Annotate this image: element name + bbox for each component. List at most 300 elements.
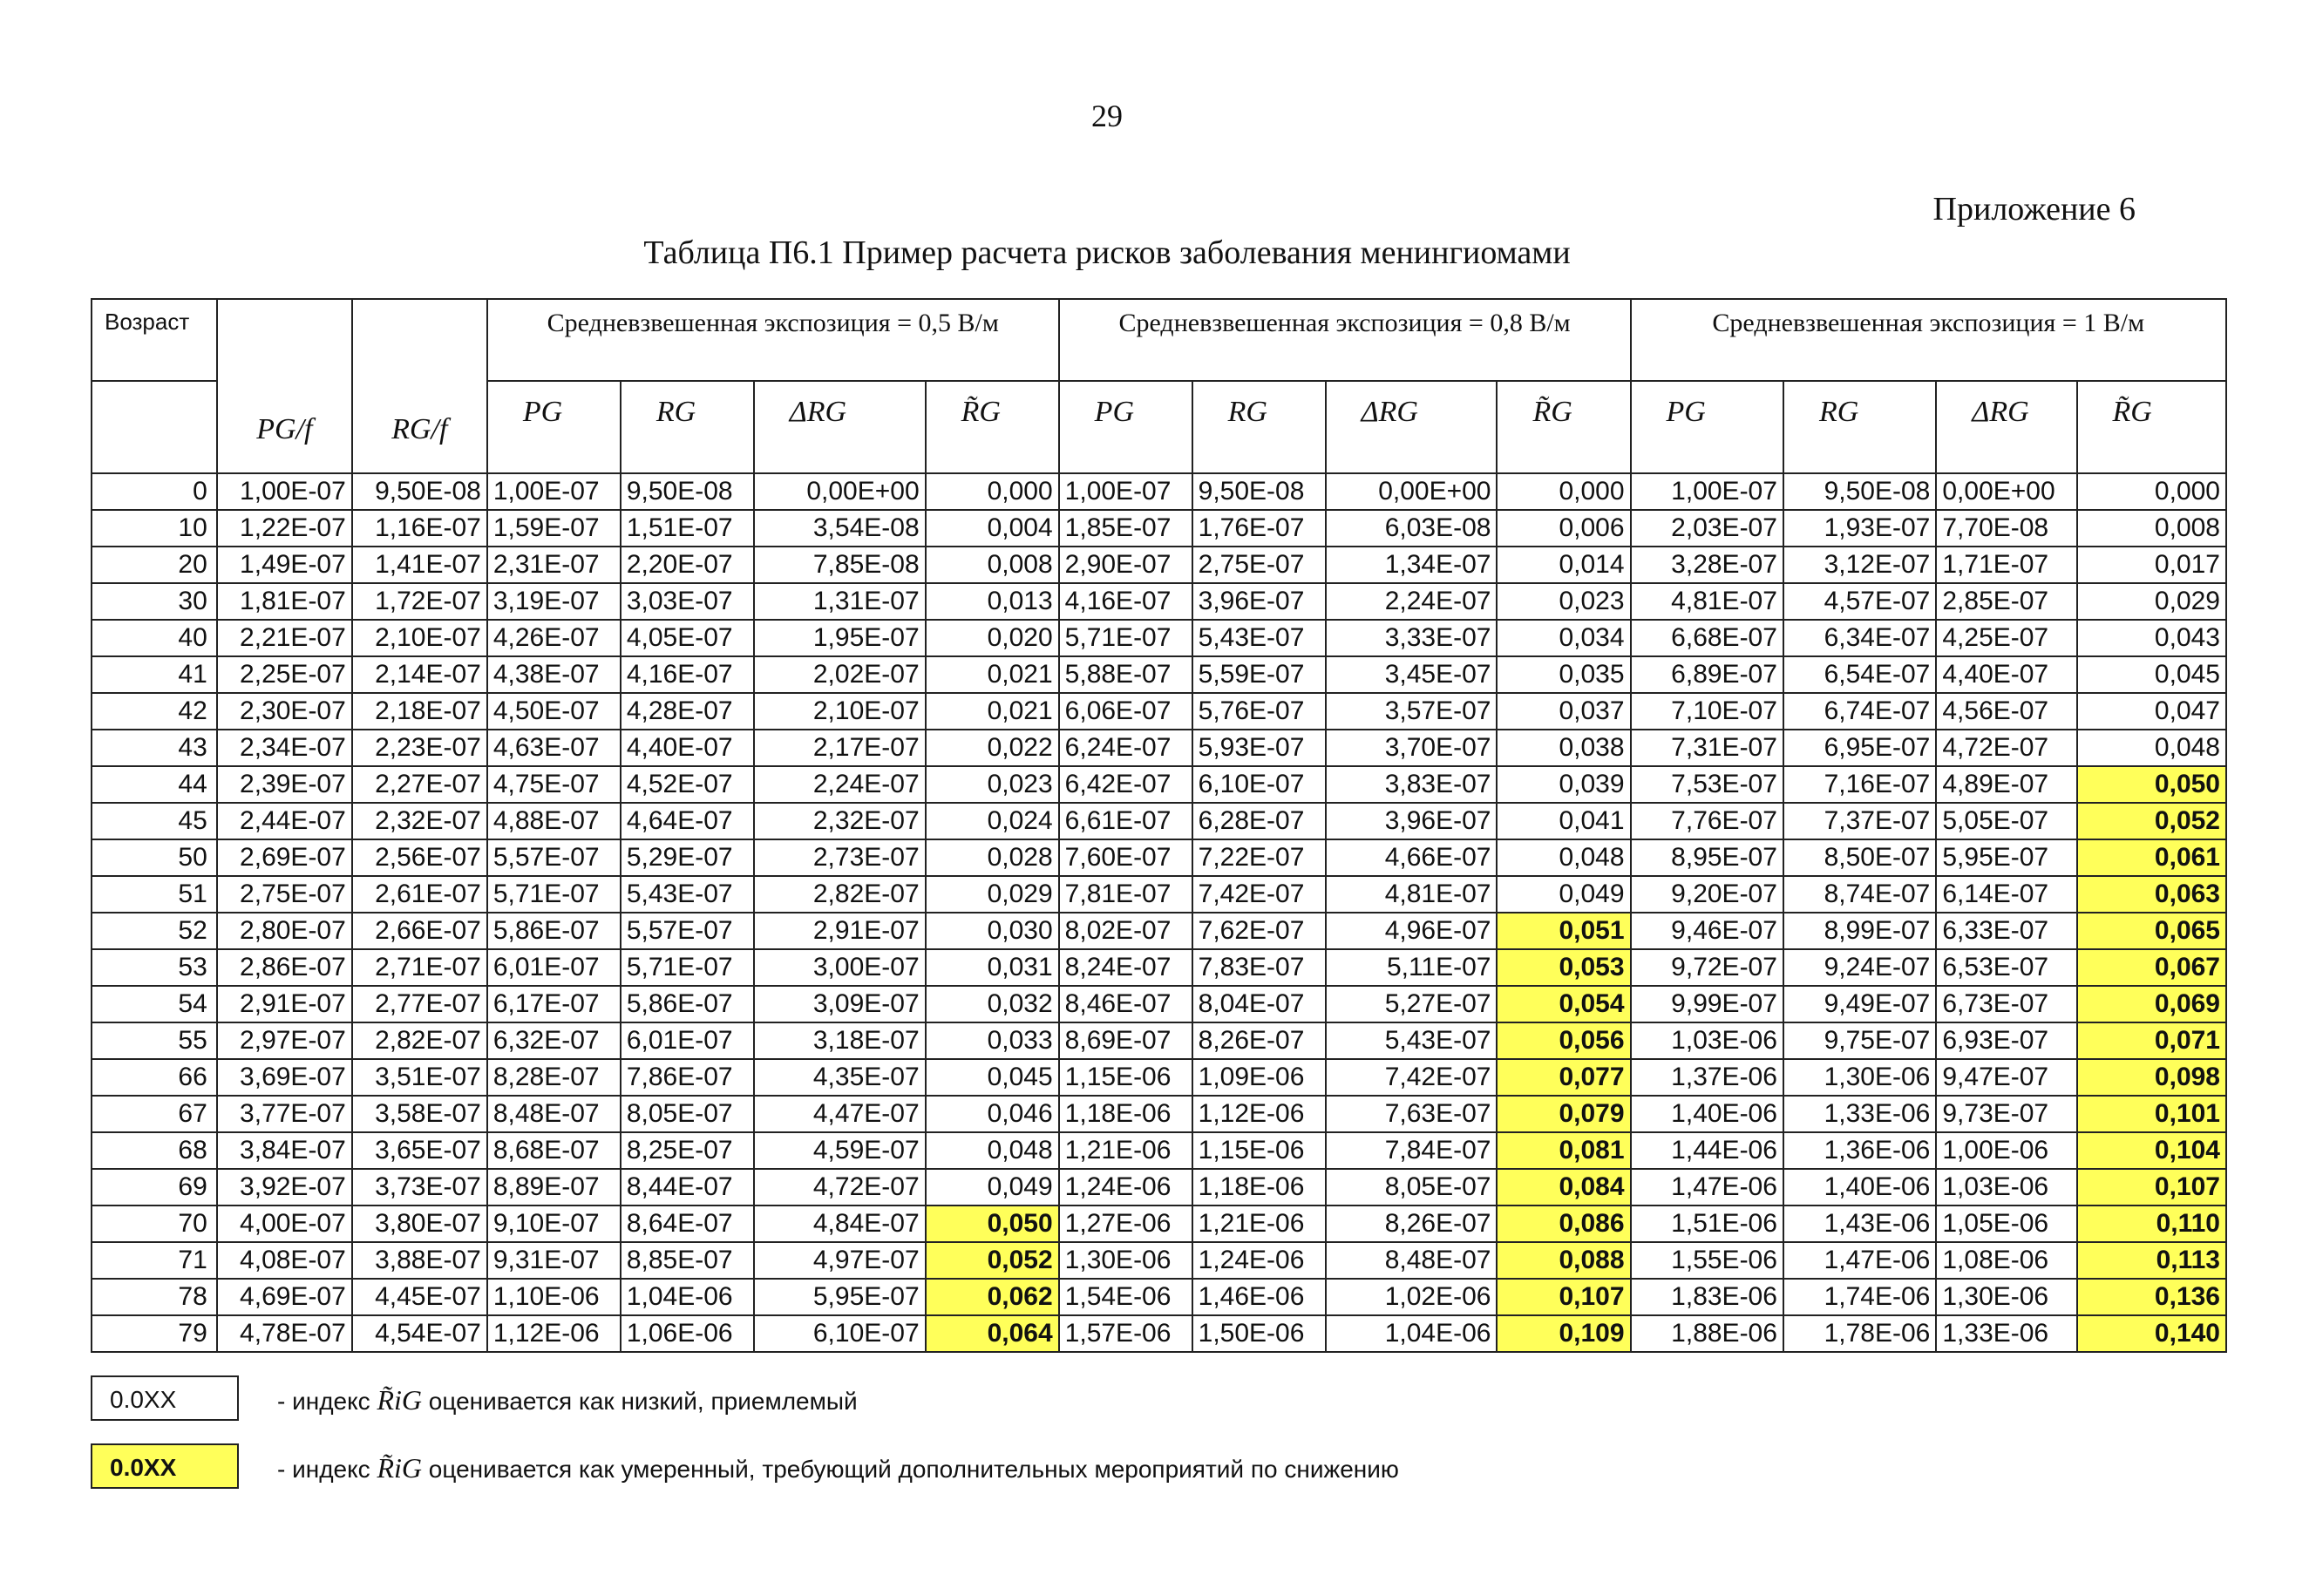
- table-row: [92, 1169, 2226, 1205]
- value-cell: 2,24E-07: [1326, 583, 1498, 620]
- value-cell: 5,43E-07: [1326, 1022, 1498, 1059]
- value-cell: 3,96E-07: [1326, 803, 1498, 839]
- risk-index-cell: 0,034: [1497, 620, 1630, 656]
- value-cell: 1,59E-07: [487, 510, 621, 547]
- value-cell: 3,51E-07: [352, 1059, 487, 1096]
- value-cell: 2,86E-07: [217, 949, 352, 986]
- value-cell: 4,38E-07: [487, 656, 621, 693]
- value-cell: 2,82E-07: [754, 876, 926, 913]
- legend-desc-moderate: оценивается как умеренный, требующий дополнительных мероприятий по снижению: [428, 1456, 1399, 1483]
- table-row: [92, 1279, 2226, 1315]
- value-cell: 4,84E-07: [754, 1205, 926, 1242]
- value-cell: 1,06E-06: [621, 1315, 754, 1352]
- risk-index-cell: 0,063: [2077, 876, 2227, 913]
- risk-index-cell: 0,008: [926, 547, 1059, 583]
- age-cell: 45: [92, 803, 217, 839]
- value-cell: 3,70E-07: [1326, 730, 1498, 766]
- value-cell: 5,71E-07: [487, 876, 621, 913]
- value-cell: 1,37E-06: [1631, 1059, 1783, 1096]
- value-cell: 1,76E-07: [1192, 510, 1326, 547]
- value-cell: 1,57E-06: [1059, 1315, 1192, 1352]
- risk-index-cell: 0,062: [926, 1279, 1059, 1315]
- table-row: [92, 1315, 2226, 1352]
- page-number: 29: [1091, 98, 1123, 133]
- risk-index-cell: 0,054: [1497, 986, 1630, 1022]
- value-cell: 2,91E-07: [217, 986, 352, 1022]
- value-cell: 1,72E-07: [352, 583, 487, 620]
- value-cell: 6,54E-07: [1783, 656, 1936, 693]
- table-body: [92, 473, 2226, 1352]
- value-cell: 4,81E-07: [1326, 876, 1498, 913]
- value-cell: 1,16E-07: [352, 510, 487, 547]
- value-cell: 8,69E-07: [1059, 1022, 1192, 1059]
- risk-index-cell: 0,052: [926, 1242, 1059, 1279]
- header-pg: PG: [1631, 381, 1783, 473]
- value-cell: 1,24E-06: [1059, 1169, 1192, 1205]
- value-cell: 1,22E-07: [217, 510, 352, 547]
- risk-index-cell: 0,041: [1497, 803, 1630, 839]
- value-cell: 5,59E-07: [1192, 656, 1326, 693]
- age-cell: 20: [92, 547, 217, 583]
- value-cell: 1,41E-07: [352, 547, 487, 583]
- risk-index-cell: 0,039: [1497, 766, 1630, 803]
- value-cell: 5,57E-07: [487, 839, 621, 876]
- value-cell: 1,00E-07: [217, 473, 352, 510]
- value-cell: 3,92E-07: [217, 1169, 352, 1205]
- value-cell: 8,89E-07: [487, 1169, 621, 1205]
- value-cell: 6,14E-07: [1936, 876, 2076, 913]
- value-cell: 8,05E-07: [1326, 1169, 1498, 1205]
- value-cell: 6,28E-07: [1192, 803, 1326, 839]
- value-cell: 4,25E-07: [1936, 620, 2076, 656]
- risk-index-cell: 0,109: [1497, 1315, 1630, 1352]
- legend-prefix: - индекс: [277, 1388, 370, 1415]
- risk-index-cell: 0,038: [1497, 730, 1630, 766]
- value-cell: 5,95E-07: [1936, 839, 2076, 876]
- value-cell: 5,88E-07: [1059, 656, 1192, 693]
- value-cell: 8,95E-07: [1631, 839, 1783, 876]
- age-cell: 53: [92, 949, 217, 986]
- value-cell: 2,71E-07: [352, 949, 487, 986]
- risk-table: [91, 298, 2227, 1353]
- value-cell: 2,73E-07: [754, 839, 926, 876]
- risk-index-cell: 0,069: [2077, 986, 2227, 1022]
- value-cell: 8,26E-07: [1326, 1205, 1498, 1242]
- risk-index-cell: 0,050: [926, 1205, 1059, 1242]
- value-cell: 2,30E-07: [217, 693, 352, 730]
- value-cell: 5,43E-07: [1192, 620, 1326, 656]
- value-cell: 2,02E-07: [754, 656, 926, 693]
- value-cell: 1,03E-06: [1936, 1169, 2076, 1205]
- value-cell: 4,78E-07: [217, 1315, 352, 1352]
- age-cell: 66: [92, 1059, 217, 1096]
- value-cell: 9,75E-07: [1783, 1022, 1936, 1059]
- age-cell: 70: [92, 1205, 217, 1242]
- risk-index-cell: 0,000: [1497, 473, 1630, 510]
- header-rg: RG: [621, 381, 754, 473]
- value-cell: 6,01E-07: [621, 1022, 754, 1059]
- value-cell: 1,46E-06: [1192, 1279, 1326, 1315]
- value-cell: 4,72E-07: [1936, 730, 2076, 766]
- risk-index-cell: 0,006: [1497, 510, 1630, 547]
- value-cell: 6,10E-07: [754, 1315, 926, 1352]
- value-cell: 8,74E-07: [1783, 876, 1936, 913]
- value-cell: 1,47E-06: [1783, 1242, 1936, 1279]
- header-rtilde: R̃G: [2077, 381, 2227, 473]
- value-cell: 7,62E-07: [1192, 913, 1326, 949]
- value-cell: 2,24E-07: [754, 766, 926, 803]
- value-cell: 5,71E-07: [1059, 620, 1192, 656]
- age-cell: 42: [92, 693, 217, 730]
- age-cell: 30: [92, 583, 217, 620]
- value-cell: 9,24E-07: [1783, 949, 1936, 986]
- risk-index-cell: 0,033: [926, 1022, 1059, 1059]
- value-cell: 7,42E-07: [1192, 876, 1326, 913]
- value-cell: 6,93E-07: [1936, 1022, 2076, 1059]
- value-cell: 8,04E-07: [1192, 986, 1326, 1022]
- risk-index-cell: 0,049: [926, 1169, 1059, 1205]
- risk-index-cell: 0,008: [2077, 510, 2227, 547]
- value-cell: 8,68E-07: [487, 1132, 621, 1169]
- risk-index-cell: 0,136: [2077, 1279, 2227, 1315]
- value-cell: 4,47E-07: [754, 1096, 926, 1132]
- value-cell: 1,54E-06: [1059, 1279, 1192, 1315]
- risk-index-cell: 0,045: [2077, 656, 2227, 693]
- value-cell: 2,90E-07: [1059, 547, 1192, 583]
- value-cell: 2,32E-07: [352, 803, 487, 839]
- risk-index-cell: 0,077: [1497, 1059, 1630, 1096]
- value-cell: 3,58E-07: [352, 1096, 487, 1132]
- value-cell: 9,46E-07: [1631, 913, 1783, 949]
- risk-index-cell: 0,022: [926, 730, 1059, 766]
- value-cell: 8,48E-07: [1326, 1242, 1498, 1279]
- value-cell: 1,43E-06: [1783, 1205, 1936, 1242]
- value-cell: 7,85E-08: [754, 547, 926, 583]
- value-cell: 2,39E-07: [217, 766, 352, 803]
- value-cell: 4,96E-07: [1326, 913, 1498, 949]
- header-pgf: PG/f: [217, 299, 352, 473]
- value-cell: 2,27E-07: [352, 766, 487, 803]
- value-cell: 4,81E-07: [1631, 583, 1783, 620]
- age-cell: 67: [92, 1096, 217, 1132]
- value-cell: 2,17E-07: [754, 730, 926, 766]
- value-cell: 8,24E-07: [1059, 949, 1192, 986]
- value-cell: 2,20E-07: [621, 547, 754, 583]
- value-cell: 1,33E-06: [1936, 1315, 2076, 1352]
- age-cell: 50: [92, 839, 217, 876]
- value-cell: 2,75E-07: [1192, 547, 1326, 583]
- age-cell: 52: [92, 913, 217, 949]
- value-cell: 8,46E-07: [1059, 986, 1192, 1022]
- value-cell: 1,15E-06: [1192, 1132, 1326, 1169]
- value-cell: 2,97E-07: [217, 1022, 352, 1059]
- value-cell: 4,72E-07: [754, 1169, 926, 1205]
- value-cell: 9,31E-07: [487, 1242, 621, 1279]
- table-row: [92, 473, 2226, 510]
- value-cell: 3,96E-07: [1192, 583, 1326, 620]
- risk-index-cell: 0,037: [1497, 693, 1630, 730]
- header-age: Возраст: [92, 299, 217, 381]
- risk-index-cell: 0,061: [2077, 839, 2227, 876]
- risk-index-cell: 0,004: [926, 510, 1059, 547]
- value-cell: 8,05E-07: [621, 1096, 754, 1132]
- risk-index-cell: 0,024: [926, 803, 1059, 839]
- value-cell: 2,91E-07: [754, 913, 926, 949]
- value-cell: 2,77E-07: [352, 986, 487, 1022]
- value-cell: 5,11E-07: [1326, 949, 1498, 986]
- table-row: [92, 1022, 2226, 1059]
- value-cell: 1,05E-06: [1936, 1205, 2076, 1242]
- value-cell: 4,97E-07: [754, 1242, 926, 1279]
- age-cell: 71: [92, 1242, 217, 1279]
- header-age-blank: [92, 381, 217, 473]
- age-cell: 54: [92, 986, 217, 1022]
- value-cell: 9,72E-07: [1631, 949, 1783, 986]
- value-cell: 8,26E-07: [1192, 1022, 1326, 1059]
- value-cell: 8,64E-07: [621, 1205, 754, 1242]
- value-cell: 1,81E-07: [217, 583, 352, 620]
- value-cell: 7,22E-07: [1192, 839, 1326, 876]
- value-cell: 1,30E-06: [1783, 1059, 1936, 1096]
- value-cell: 2,75E-07: [217, 876, 352, 913]
- value-cell: 1,21E-06: [1059, 1132, 1192, 1169]
- legend-box-low: 0.0XX: [91, 1375, 239, 1421]
- value-cell: 4,50E-07: [487, 693, 621, 730]
- value-cell: 3,54E-08: [754, 510, 926, 547]
- value-cell: 1,00E-06: [1936, 1132, 2076, 1169]
- risk-index-cell: 0,043: [2077, 620, 2227, 656]
- value-cell: 1,85E-07: [1059, 510, 1192, 547]
- value-cell: 1,74E-06: [1783, 1279, 1936, 1315]
- risk-index-cell: 0,053: [1497, 949, 1630, 986]
- risk-index-cell: 0,030: [926, 913, 1059, 949]
- value-cell: 1,00E-07: [1059, 473, 1192, 510]
- risk-index-cell: 0,065: [2077, 913, 2227, 949]
- age-cell: 43: [92, 730, 217, 766]
- table-row: [92, 1059, 2226, 1096]
- value-cell: 4,26E-07: [487, 620, 621, 656]
- value-cell: 5,76E-07: [1192, 693, 1326, 730]
- value-cell: 7,60E-07: [1059, 839, 1192, 876]
- value-cell: 3,33E-07: [1326, 620, 1498, 656]
- value-cell: 3,88E-07: [352, 1242, 487, 1279]
- value-cell: 2,18E-07: [352, 693, 487, 730]
- risk-index-cell: 0,081: [1497, 1132, 1630, 1169]
- value-cell: 4,89E-07: [1936, 766, 2076, 803]
- age-cell: 79: [92, 1315, 217, 1352]
- table-row: [92, 986, 2226, 1022]
- risk-index-cell: 0,017: [2077, 547, 2227, 583]
- risk-index-cell: 0,035: [1497, 656, 1630, 693]
- table-row: [92, 693, 2226, 730]
- risk-index-cell: 0,047: [2077, 693, 2227, 730]
- value-cell: 2,80E-07: [217, 913, 352, 949]
- value-cell: 4,64E-07: [621, 803, 754, 839]
- value-cell: 1,21E-06: [1192, 1205, 1326, 1242]
- value-cell: 3,80E-07: [352, 1205, 487, 1242]
- value-cell: 5,86E-07: [621, 986, 754, 1022]
- value-cell: 4,28E-07: [621, 693, 754, 730]
- risk-index-cell: 0,101: [2077, 1096, 2227, 1132]
- value-cell: 7,10E-07: [1631, 693, 1783, 730]
- age-cell: 0: [92, 473, 217, 510]
- header-rtilde: R̃G: [926, 381, 1059, 473]
- table-row: [92, 1132, 2226, 1169]
- value-cell: 7,37E-07: [1783, 803, 1936, 839]
- value-cell: 3,83E-07: [1326, 766, 1498, 803]
- age-cell: 68: [92, 1132, 217, 1169]
- value-cell: 2,03E-07: [1631, 510, 1783, 547]
- value-cell: 9,50E-08: [1783, 473, 1936, 510]
- value-cell: 7,31E-07: [1631, 730, 1783, 766]
- risk-index-cell: 0,086: [1497, 1205, 1630, 1242]
- risk-index-cell: 0,113: [2077, 1242, 2227, 1279]
- risk-index-cell: 0,107: [2077, 1169, 2227, 1205]
- table-row: [92, 510, 2226, 547]
- value-cell: 2,23E-07: [352, 730, 487, 766]
- value-cell: 6,10E-07: [1192, 766, 1326, 803]
- value-cell: 4,16E-07: [621, 656, 754, 693]
- value-cell: 6,89E-07: [1631, 656, 1783, 693]
- value-cell: 2,61E-07: [352, 876, 487, 913]
- header-drg: ΔRG: [1326, 381, 1498, 473]
- value-cell: 1,34E-07: [1326, 547, 1498, 583]
- value-cell: 1,08E-06: [1936, 1242, 2076, 1279]
- value-cell: 6,06E-07: [1059, 693, 1192, 730]
- value-cell: 3,77E-07: [217, 1096, 352, 1132]
- value-cell: 3,09E-07: [754, 986, 926, 1022]
- value-cell: 3,19E-07: [487, 583, 621, 620]
- risk-index-cell: 0,140: [2077, 1315, 2227, 1352]
- risk-index-cell: 0,029: [2077, 583, 2227, 620]
- value-cell: 1,03E-06: [1631, 1022, 1783, 1059]
- value-cell: 4,00E-07: [217, 1205, 352, 1242]
- legend-symbol: R̃iG: [377, 1384, 423, 1416]
- header-drg: ΔRG: [754, 381, 926, 473]
- risk-index-cell: 0,056: [1497, 1022, 1630, 1059]
- risk-index-cell: 0,021: [926, 656, 1059, 693]
- value-cell: 7,83E-07: [1192, 949, 1326, 986]
- value-cell: 6,24E-07: [1059, 730, 1192, 766]
- age-cell: 55: [92, 1022, 217, 1059]
- risk-index-cell: 0,029: [926, 876, 1059, 913]
- value-cell: 6,61E-07: [1059, 803, 1192, 839]
- value-cell: 3,57E-07: [1326, 693, 1498, 730]
- risk-index-cell: 0,032: [926, 986, 1059, 1022]
- value-cell: 1,83E-06: [1631, 1279, 1783, 1315]
- value-cell: 9,50E-08: [621, 473, 754, 510]
- value-cell: 9,47E-07: [1936, 1059, 2076, 1096]
- risk-index-cell: 0,104: [2077, 1132, 2227, 1169]
- value-cell: 2,25E-07: [217, 656, 352, 693]
- value-cell: 3,73E-07: [352, 1169, 487, 1205]
- age-cell: 44: [92, 766, 217, 803]
- value-cell: 7,81E-07: [1059, 876, 1192, 913]
- value-cell: 8,85E-07: [621, 1242, 754, 1279]
- value-cell: 1,51E-06: [1631, 1205, 1783, 1242]
- header-rg: RG: [1192, 381, 1326, 473]
- value-cell: 9,73E-07: [1936, 1096, 2076, 1132]
- age-cell: 10: [92, 510, 217, 547]
- table-row: [92, 766, 2226, 803]
- value-cell: 1,40E-06: [1783, 1169, 1936, 1205]
- table-row: [92, 913, 2226, 949]
- table-row: [92, 583, 2226, 620]
- value-cell: 1,78E-06: [1783, 1315, 1936, 1352]
- risk-index-cell: 0,020: [926, 620, 1059, 656]
- value-cell: 6,17E-07: [487, 986, 621, 1022]
- table-row: [92, 949, 2226, 986]
- risk-index-cell: 0,071: [2077, 1022, 2227, 1059]
- value-cell: 5,93E-07: [1192, 730, 1326, 766]
- header-rg: RG: [1783, 381, 1936, 473]
- value-cell: 3,28E-07: [1631, 547, 1783, 583]
- value-cell: 2,34E-07: [217, 730, 352, 766]
- risk-index-cell: 0,014: [1497, 547, 1630, 583]
- risk-index-cell: 0,051: [1497, 913, 1630, 949]
- table-row: [92, 547, 2226, 583]
- risk-index-cell: 0,031: [926, 949, 1059, 986]
- value-cell: 1,04E-06: [1326, 1315, 1498, 1352]
- value-cell: 5,86E-07: [487, 913, 621, 949]
- value-cell: 5,95E-07: [754, 1279, 926, 1315]
- value-cell: 1,02E-06: [1326, 1279, 1498, 1315]
- age-cell: 78: [92, 1279, 217, 1315]
- table-row: [92, 1242, 2226, 1279]
- value-cell: 1,51E-07: [621, 510, 754, 547]
- risk-index-cell: 0,088: [1497, 1242, 1630, 1279]
- risk-index-cell: 0,107: [1497, 1279, 1630, 1315]
- value-cell: 8,02E-07: [1059, 913, 1192, 949]
- table-caption: Таблица П6.1 Пример расчета рисков заболевания менингиомами: [643, 234, 1571, 271]
- value-cell: 1,33E-06: [1783, 1096, 1936, 1132]
- value-cell: 3,00E-07: [754, 949, 926, 986]
- value-cell: 1,36E-06: [1783, 1132, 1936, 1169]
- value-cell: 8,28E-07: [487, 1059, 621, 1096]
- value-cell: 1,88E-06: [1631, 1315, 1783, 1352]
- value-cell: 7,16E-07: [1783, 766, 1936, 803]
- value-cell: 4,56E-07: [1936, 693, 2076, 730]
- value-cell: 2,31E-07: [487, 547, 621, 583]
- value-cell: 4,57E-07: [1783, 583, 1936, 620]
- value-cell: 6,68E-07: [1631, 620, 1783, 656]
- value-cell: 1,55E-06: [1631, 1242, 1783, 1279]
- value-cell: 9,10E-07: [487, 1205, 621, 1242]
- value-cell: 4,35E-07: [754, 1059, 926, 1096]
- value-cell: 1,00E-07: [487, 473, 621, 510]
- value-cell: 6,74E-07: [1783, 693, 1936, 730]
- header-rtilde: R̃G: [1497, 381, 1630, 473]
- legend-desc-low: оценивается как низкий, приемлемый: [428, 1388, 858, 1415]
- value-cell: 1,04E-06: [621, 1279, 754, 1315]
- table-row: [92, 656, 2226, 693]
- value-cell: 0,00E+00: [1936, 473, 2076, 510]
- value-cell: 4,16E-07: [1059, 583, 1192, 620]
- value-cell: 1,71E-07: [1936, 547, 2076, 583]
- value-cell: 4,40E-07: [1936, 656, 2076, 693]
- value-cell: 1,18E-06: [1059, 1096, 1192, 1132]
- value-cell: 1,10E-06: [487, 1279, 621, 1315]
- risk-index-cell: 0,050: [2077, 766, 2227, 803]
- legend-text-moderate: [277, 1452, 1399, 1484]
- risk-index-cell: 0,045: [926, 1059, 1059, 1096]
- value-cell: 4,75E-07: [487, 766, 621, 803]
- value-cell: 9,49E-07: [1783, 986, 1936, 1022]
- risk-index-cell: 0,013: [926, 583, 1059, 620]
- value-cell: 5,05E-07: [1936, 803, 2076, 839]
- risk-index-cell: 0,048: [2077, 730, 2227, 766]
- risk-index-cell: 0,000: [926, 473, 1059, 510]
